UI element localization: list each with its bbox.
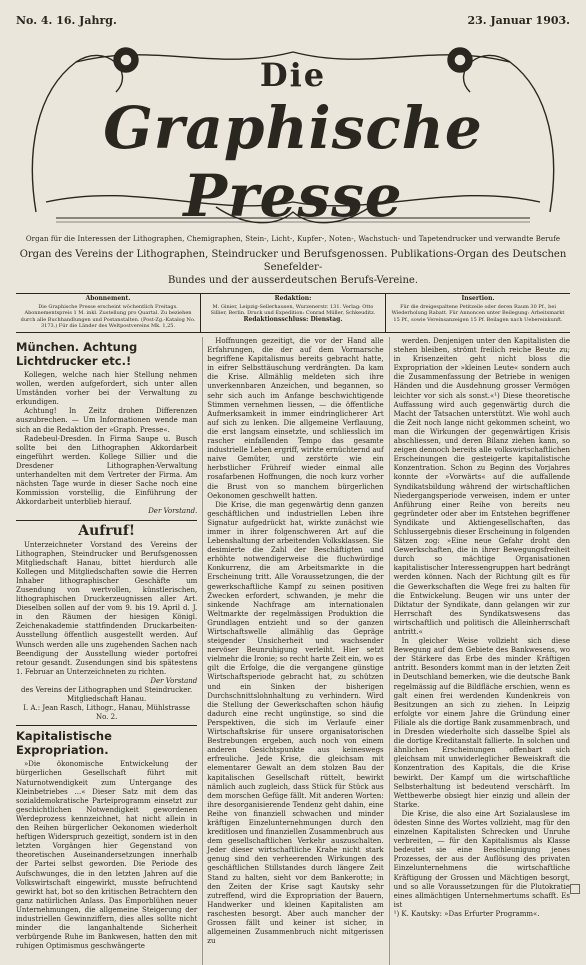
signature-line: I. A.: Jean Rasch, Lithogr., Hanau, Mühlstrasse No. 2. [23, 704, 191, 722]
abonnement-title: Abonnement. [85, 295, 131, 302]
paragraph: Unterzeichneter Vorstand des Vereins der Lithographen, Steindrucker und Berufsgenossen Mitgliedschaft Hanau, bittet hierdurch alle Kollegen und Mitgliedschaften sowie die Herren Inhaber lithographischer Geschäfte um Zusendung von wertvollen, künstlerischen, lithographischen Druckerzeugnissen aller Art. Dieselben sollen auf der vom 9. bis 19. April d. J. in den Räumen der hiesigen Königl. Zeichenakademie stattfindenden Druckarbeiten-Ausstellung öffentlich ausgestellt werden. Auf Wunsch werden alle uns zugehenden Sachen nach Beendigung der Ausstellung wieder portofrei retour gesandt. Zusendungen sind bis spätestens 1. Februar an Unterzeichneten zu richten. [16, 540, 198, 676]
paragraph: Achtung! In Zeitz drohen Differenzen auszubrechen. — Um Informationen wende man sich an die Redaktion der »Graph. Presse«. [16, 407, 198, 434]
subtitle: Organ für die Interessen der Lithographen, Chemigraphen, Stein-, Licht-, Kupfer-, Noten-, Wachstuch- und Tapetendrucker und verwandte Berufe [25, 235, 561, 243]
issue-date: 23. Januar 1903. [467, 14, 570, 27]
redaktionsschluss: Redaktionsschluss: Dienstag. [243, 315, 343, 323]
column-3 [389, 337, 570, 965]
paragraph: Die Krise, die man gegenwärtig denn ganzen geschäftlichen und industriellen Leben ihre Signatur aufgedrückt hat, wirkte zunächst wie immer in ihrer folgenschweren Art auf die Lebenshaltung der arbeitenden Volksklassen. Sie desimierte die Zahl der Beschäftigten und erhöhte notwendigerweise die fluchwürdige Konkurrenz, die am Arbeitsmarkte in die Erscheinung tritt. Alle Voraussetzungen, die der gewerkschaftliche Kampf zu seinen positiven Zwecken erfordert, schwanden, je mehr die sinkende Nachfrage am internationalen Weltmarkte der regelmässigen Produktion die Grundlagen entzieht und so der ganzen Wirtschaftswelle allmählig das Gepräge steigender Unsicherheit und wachsender nervöser Beunruhigung verleiht. Hier setzt vielmehr die Ironie; so recht harte Zeit ein, wo es gilt die Erfolge, die die vergangene günstige Wirtschaftsperiode gebracht hat, zu schützen und ein Sinken der bisherigen Durchschnittslohnhaltung zu verhindern. Wird die Stellung der Gewerkschaften schon häufig dadurch eine recht ungünstige, so sind die Perspektiven, die sich im Verlaufe einer Wirtschaftskrise für unsere organisatorischen Bestrebungen ergeben, auch noch von einem anderen Gesichtspunkte aus keineswegs erfreuliche. Jede Krise, die gleichsam mit elementarer Gewalt an dem stolzen Bau der kapitalischen Gesellschaft rüttelt, bewirkt nämlich auch zugleich, dass Stück für Stück aus dem morschen Gefüge fällt. Mit anderen Worten: ihre desorganisierende Tendenz geht dahin, eine Reihe von finanziell schwachen und minder kräftigen Einzelunternehmungen durch den kreditlosen und finanziellen Zusammenbruch aus dem gesellschaftlichen Verkehr auszuschalten. Jeder dieser wirtschaftliche Krahe nicht stark genug sind den verheerenden Wirkungen des geschäftlichen Stillstandes durch längere Zeit Stand zu halten, sieht vor dem Bankerotte; in den Zeiten der Krise sagt Kautsky sehr zutreffend, wird die Expropriation der Bauern, Handwerker und kleinen Kapitalisten am raschesten besorgt. Aber auch mancher der Grossen fällt und keiner ist sicher, in allgemeinen Zusammenbruch nicht mitgerissen zu [207, 500, 384, 946]
abonnement-box [16, 294, 200, 332]
signature: Der Vorstand [150, 676, 198, 685]
info-bar [16, 293, 570, 333]
heading-muenchen: München. Achtung Lichtdrucker etc.! [16, 340, 138, 368]
title-prefix: Die [259, 56, 327, 94]
paragraph: Kollegen, welche nach hier Stellung nehmen wollen, werden aufgefordert, sich unter allen Umständen vorher bei der Verwaltung zu erkundigen. [16, 371, 198, 407]
divider [16, 725, 197, 726]
column-2 [202, 337, 383, 965]
issue-number: No. 4. 16. Jahrg. [16, 14, 117, 27]
divider [16, 520, 197, 521]
masthead [16, 32, 570, 232]
top-line [16, 14, 570, 30]
heading-aufruf: Aufruf! [78, 522, 136, 539]
organ-line-1: Organ des Vereins der Lithographen, Steindrucker und Berufsgenossen. Publikations-Organ des Deutschen Senefelder- [19, 249, 567, 273]
column-1 [16, 337, 197, 965]
insertion-title: Insertion. [461, 295, 495, 302]
organ-line [16, 248, 570, 287]
redaktion-box [200, 294, 385, 332]
article-columns [16, 337, 570, 965]
signature: Der Vorstand. [148, 507, 198, 516]
page-corner-mark [570, 884, 580, 894]
redaktion-title: Redaktion: [274, 295, 312, 302]
redaktion-text: M. Ginier, Leipzig-Sellerhausen, Wurzenerstr. 131. Verlag: Otto Sillier, Berlin. Druck und Expedition: Conrad Müller, Schkeuditz. [210, 303, 376, 316]
abonnement-text: Die Graphische Presse erscheint wöchentlich Freitags. Abonnementspreis 1 M. inkl. Zustellung pro Quartal. Zu beziehen durch alle Buchhandlungen und Postanstalten. (Post-Zg.-Katalog No. 3173.) Für die Länder des Weltpostvereins Mk. 1,25. [20, 303, 196, 329]
paragraph: In gleicher Weise vollzieht sich diese Bewegung auf dem Gebiete des Bankwesens, wo der Stärkere das Erbe des minder Kräftigen antritt. Besonders kommt man in der letzten Zeit in Deutschland bemerken, wie die deutsche Bank regelmässig auf die Bildfläche erschien, wenn es galt einen frei werdenden Kundenkreis von Besitzungen an sich zu ziehen. In Leipzig erfolgte vor einem Jahre die Gründung einer Filiale als die dortige Bank zusammenbrach, und in Dresden wiederholte sich dasselbe Spiel als die dortige Kreditanstalt fallierte. In solchen und ähnlichen Erscheinungen offenbart sich gleichsam mit unwiderleglicher Beweiskraft die Konzentration des Kapitals, die die Krise bewirkt. Der Kampf um die wirtschaftliche Selbsterhaltung ist bedeutend verschärft. Im Wettbewerbe obsiegt hier einzig und allein der Starke. [393, 637, 570, 809]
paragraph: Hoffnungen gezeitigt, die vor der Hand alle Erfahrungen, die der auf dem Vormarsche begriffene Kapitalismus bereits gebracht hatte, in eifrer Selbsttäuschung verdrängten. Da kam die Krise. Allmählig meldeten sich ihre unverkennbaren Anzeichen, und begannen, so sehr sich auch im Anfange beschwichtigende Stimmen vernehmen liessen, — die öffentliche Aufmerksamkeit in immer eindringlicherer Art auf sich zu lenken. Die allgemeine Verflauung, die erst langsam einsetzte, und schliesslich im rascher einfallenden Tempo das gesamte industrielle Leben ergriff, wirkte ernüchternd auf naive Gemüter, und zerstörte wie ein herbstlicher Frühreif wieder einmal alle rosafarbenen Hoffnungen, die noch kurz vorher die Brust von so manchem bürgerlichen Oekonomen geschwellt hatten. [207, 337, 384, 500]
paragraph: werden. Denjenigen unter den Kapitalisten die stehen bleiben, strömt freilich reiche Beute zu; in Krisenzeiten geht nicht bloss die Expropriation der »kleinen Leute« sondern auch die Zusammenfassung der Betriebe in wenigen Händen und die Ausdehnung grosser Vermögen leichter vor sich als sonst.«¹) Diese theoretische Auffassung wird auch gegenwärtig durch die Macht der Tatsachen unterstützt. Wie wohl auch die Zeit noch lange nicht gekommen scheint, wo man die Wirkungen der gegenwärtigen Krisis abschliessen, und deren Bilanz ziehen kann, so zeigen dennoch bereits alle volkswirtschaftlichen Erscheinungen die gesteigerte kapitalistische Konzentration. Schon zu Beginn des Vorjahres konnte der »Vorwärts« auf die auffallende Syndikatsbildung während der wirtschaftlichen Niedergangsperiode verweisen, indem er unter Anführung einer Reihe von bereits neu gegründeter oder aber im Entstehen begriffener Syndikate und Aktiengesellschaften, das Schlussergebnis dieser Erscheinung in folgenden Sätzen zog: »Eine neue Gefahr droht den Gewerkschaften, die in ihrer Bewegungsfreiheit durch so mächtige Organisationen kapitalistischer Interessengruppen hart bedrängt werden können. Nach der Richtung gilt es für die Gewerkschaften die Wege frei zu halten für die Entwickelung. Beugen wir uns unter der Diktatur der Syndikate, dann gelangen wir zur Herrschaft des Syndikatswesens das wirtschaftlich und politisch die Alleinherrschaft antritt.« [393, 337, 570, 636]
organ-line-2: Bundes und der ausserdeutschen Berufs-Vereine. [167, 275, 419, 286]
insertion-text: Für die dreigespaltene Petitzeile oder deren Raum 30 Pf., bei Wiederholung Rabatt. Für Annoncen unter Beilegung: Arbeitsmarkt 15 Pf., sowie Vereinsanzeigen 15 Pf. Beilagen nach Uebereinkunft. [391, 303, 565, 323]
footnote: ¹) K. Kautsky: »Das Erfurter Programm«. [393, 909, 540, 918]
insertion-box [385, 294, 570, 332]
heading-expropriation: Kapitalistische Expropriation. [16, 729, 112, 758]
paragraph: Radebeul-Dresden. In Firma Saupe u. Busch sollte bei den Lithographen Akkordarbeit eingeführt werden. Kollege Sillier und die Dresdener Lithographen-Verwaltung unterhandelten mit dem Vertreter der Firma. Am nächsten Tage wurde in dieser Sache noch eine Kommission vorstellig, die Einführung der Akkordarbeit unterblieb hierauf. [16, 434, 198, 507]
paragraph: »Die ökonomische Entwickelung der bürgerlichen Gesellschaft führt mit Naturnotwendigkeit zum Untergange des Kleinbetriebes ...« Dieser Satz mit dem das sozialdemokratische Parteiprogramm einsetzt zur geschichtlichen Notwendigkeit gewordenen Werdeprozess kennzeichnet, hat nicht allein in den Reihen bürgerlicher Oekonomen wiederholt heftigen Widerspruch gezeitigt, sondern ist in den letzten Vorgängen hier Gegenstand von theoretischen Auseinandersetzungen innerhalb der Partei selbst geworden. Die Periode des Aufschwunges, die in den letzten Jahren auf die Volkswirtschaft eingewirkt, musste befruchtend gewirkt hat, bot so den kritischen Betrachtern den ganz natürlichen Anlass. Das Emporblühen neuer Unternehmungen, die allgemeine Steigerung der industriellen Gewinnziffern, dies alles sollte nicht minder die langanhaltende Sicherheit verbürgende Ruhe im Bankwesen, hatten den mit ruhigen Optimismus geschwängerte [16, 760, 198, 951]
paragraph: Die Krise, die also eine Art Sozialauslese im ödesten Sinne des Wortes vollzieht, mag für den einzelnen Kapitalisten Schrecken und Unruhe verbreiten, — für den Kapitalismus als Klasse bedeutet sie eine Beschleunigung jenes Prozesses, der aus der Auflösung des privaten Einzelunternehmens die wirtschaftliche Kräftigung der Grossen und Mächtigen besorgt, und so alle Voraussetzungen für die Plutokratie eines allmächtigen Unternehmertums schafft. Es ist [393, 809, 570, 909]
newspaper-title: Graphische Presse [103, 94, 483, 230]
signature-line: des Vereins der Lithographen und Steindrucker. Mitgliedschaft Hanau. [21, 686, 193, 704]
